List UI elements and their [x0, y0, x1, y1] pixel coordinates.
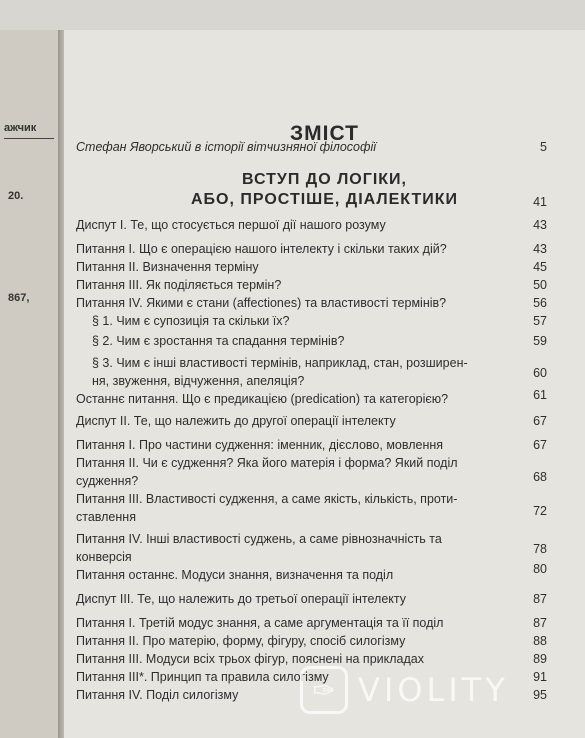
toc-entry: Питання ІІ. Про матерію, форму, фігуру, спосіб силогізму: [76, 634, 406, 648]
toc-entry: Питання IV. Інші властивості суджень, а саме рівнозначність та: [76, 532, 442, 546]
toc-entry: Питання І. Що є операцією нашого інтелекту і скільки таких дій?: [76, 242, 447, 256]
page-title: ЗМІСТ: [290, 122, 359, 145]
toc-entry: Диспут ІІ. Те, що належить до другої операції інтелекту: [76, 414, 396, 428]
toc-page-number: 57: [533, 314, 547, 328]
toc-entry: судження?: [76, 474, 139, 488]
toc-page-number: 45: [533, 260, 547, 274]
toc-entry: Питання IV. Якими є стани (affectiones) та властивості термінів?: [76, 296, 447, 310]
toc-page-number: 43: [533, 218, 547, 232]
toc-entry: Диспут ІІІ. Те, що належить до третьої операції інтелекту: [76, 592, 406, 606]
toc-page-number: 89: [533, 652, 547, 666]
toc-entry: ставлення: [76, 510, 136, 524]
toc-page-number: 68: [533, 470, 547, 484]
toc-page-number: 61: [533, 388, 547, 402]
toc-entry: Питання І. Про частини судження: іменник, дієслово, мовлення: [76, 438, 444, 452]
toc-entry: Питання ІІІ. Властивості судження, а саме якість, кількість, проти-: [76, 492, 458, 506]
section-title: АБО, ПРОСТІШЕ, ДІАЛЕКТИКИ: [190, 191, 458, 208]
toc-page-number: 80: [533, 562, 547, 576]
toc-page-number: 67: [533, 438, 547, 452]
toc-page-number: 56: [533, 296, 547, 310]
toc-page-number: 91: [533, 670, 547, 684]
tag-icon: ✑: [300, 666, 348, 714]
left-page-header: ажчик: [4, 122, 37, 134]
toc-entry: Питання останнє. Модуси знання, визначення та поділ: [76, 568, 394, 582]
left-page-rule: [4, 138, 54, 139]
toc-entry: Питання ІІІ. Як поділяється термін?: [76, 278, 282, 292]
toc-entry: Останнє питання. Що є предикацією (predication) та категорією?: [76, 392, 449, 406]
toc-entry: Питання ІІІ*. Принцип та правила силогізму: [76, 670, 329, 684]
toc-page-number: 88: [533, 634, 547, 648]
toc-entry: Питання ІІ. Визначення терміну: [76, 260, 259, 274]
left-page-number: 20.: [8, 190, 24, 202]
watermark-text: VIOLITY: [358, 671, 509, 709]
toc-entry: § 3. Чим є інші властивості термінів, наприклад, стан, розширен-: [92, 356, 468, 370]
toc-page-number: 72: [533, 504, 547, 518]
toc-page-number: 5: [540, 140, 547, 154]
toc-page-number: 41: [533, 195, 547, 209]
toc-page-number: 67: [533, 414, 547, 428]
watermark: [300, 666, 509, 714]
toc-entry: Питання ІІ. Чи є судження? Яка його матерія і форма? Який поділ: [76, 456, 458, 470]
toc-entry: Питання ІІІ. Модуси всіх трьох фігур, пояснені на прикладах: [76, 652, 424, 666]
toc-page-number: 43: [533, 242, 547, 256]
toc-entry: § 1. Чим є супозиція та скільки їх?: [92, 314, 290, 328]
toc-page-number: 59: [533, 334, 547, 348]
toc-entry: Диспут І. Те, що стосується першої дії нашого розуму: [76, 218, 386, 232]
toc-page-number: 95: [533, 688, 547, 702]
toc-entry: Питання IV. Поділ силогізму: [76, 688, 239, 702]
toc-entry: конверсія: [76, 550, 132, 564]
toc-page-number: 87: [533, 592, 547, 606]
contents-page: [64, 30, 585, 738]
toc-page-number: 60: [533, 366, 547, 380]
toc-entry: Стефан Яворський в історії вітчизняної філософії: [76, 140, 377, 154]
section-title: ВСТУП ДО ЛОГІКИ,: [242, 171, 407, 188]
toc-page-number: 87: [533, 616, 547, 630]
toc-entry: ня, звуження, відчуження, апеляція?: [92, 374, 305, 388]
left-page-number: 867,: [8, 292, 30, 304]
toc-page-number: 78: [533, 542, 547, 556]
toc-entry: Питання І. Третій модус знання, а саме аргументація та її поділ: [76, 616, 444, 630]
toc-page-number: 50: [533, 278, 547, 292]
toc-entry: § 2. Чим є зростання та спадання термінів?: [92, 334, 345, 348]
left-page-edge: [0, 30, 62, 738]
